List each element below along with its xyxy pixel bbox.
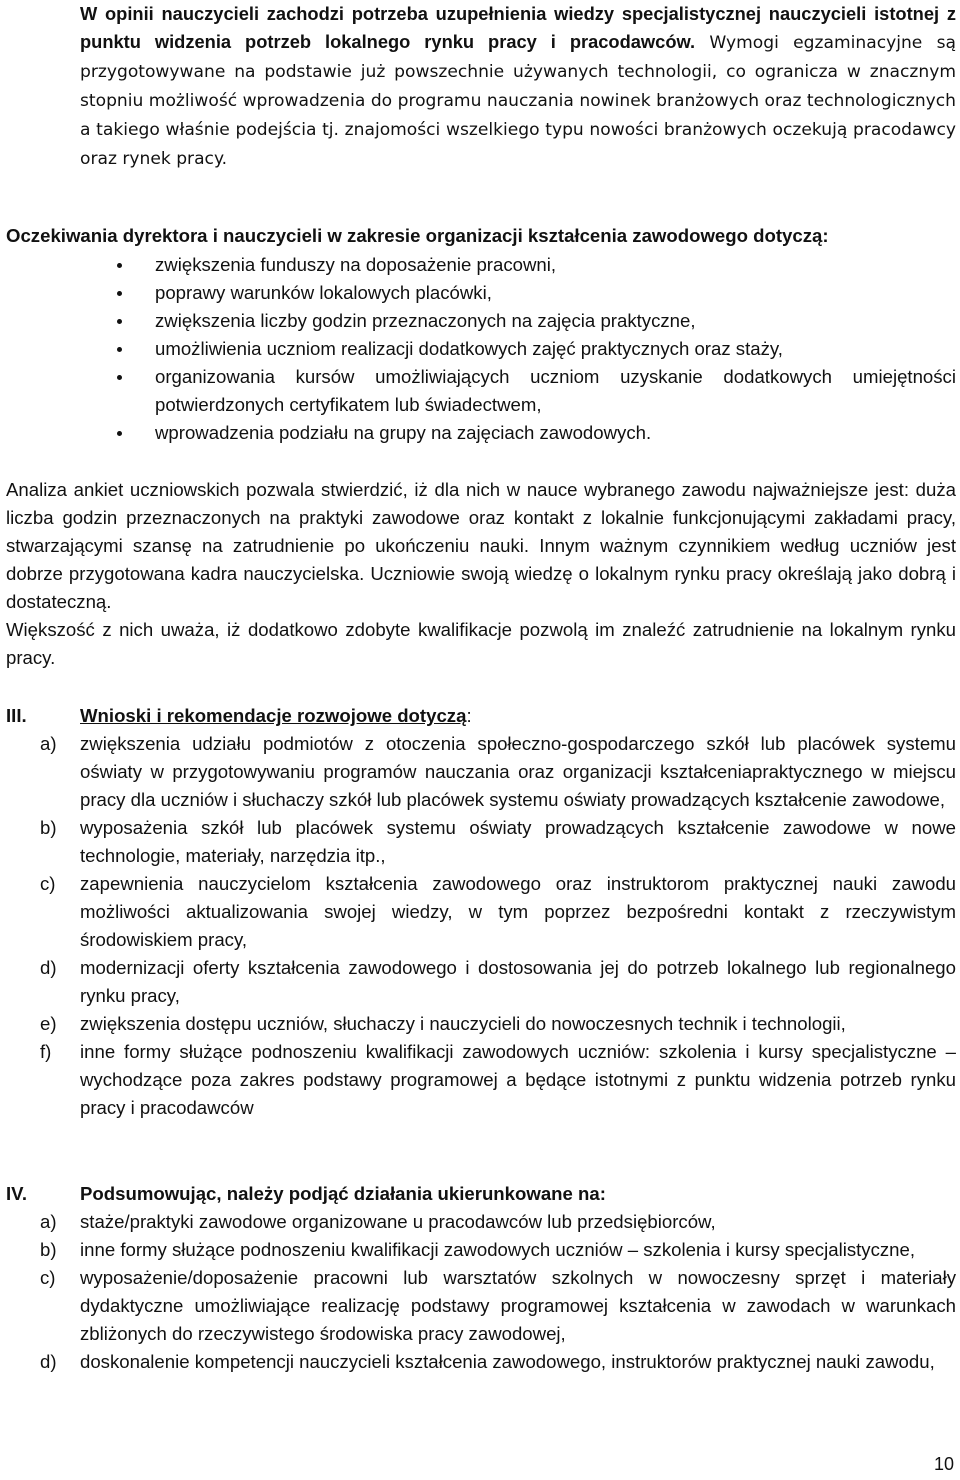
bullet-icon	[117, 431, 122, 436]
summary-list	[0, 1208, 956, 1376]
intro-bold-text: W opinii nauczycieli zachodzi potrzeba uzupełnienia wiedzy specjalistycznej nauczycieli istotnej z punktu widzenia potrzeb lokalnego rynku pracy i pracodawców.	[80, 3, 956, 52]
section-recommendations	[0, 702, 956, 1122]
section-summary	[0, 1180, 956, 1376]
list-item	[0, 730, 956, 814]
list-letter: b)	[40, 817, 57, 838]
list-item	[0, 1264, 956, 1348]
expectations-list	[0, 251, 956, 447]
list-item	[0, 363, 956, 419]
list-item	[0, 814, 956, 870]
list-item	[0, 870, 956, 954]
list-item-text: zwiększenia funduszy na doposażenie pracowni,	[155, 254, 557, 275]
list-item-text: organizowania kursów umożliwiających uczniom uzyskanie dodatkowych umiejętności potwierdzonych certyfikatem lub świadectwem,	[155, 366, 956, 415]
list-item	[0, 419, 956, 447]
bullet-icon	[117, 291, 122, 296]
list-letter: d)	[40, 1351, 57, 1372]
list-letter: d)	[40, 957, 57, 978]
list-item	[0, 307, 956, 335]
list-item-text: zwiększenia dostępu uczniów, słuchaczy i nauczycieli do nowoczesnych technik i technologii,	[80, 1013, 846, 1034]
list-item-text: staże/praktyki zawodowe organizowane u pracodawców lub przedsiębiorców,	[80, 1211, 716, 1232]
list-item-text: zwiększenia liczby godzin przeznaczonych na zajęcia praktyczne,	[155, 310, 696, 331]
list-item-text: zapewnienia nauczycielom kształcenia zawodowego oraz instruktorom praktycznej nauki zawodu możliwości aktualizowania swojej wiedzy, w tym poprzez bezpośredni kontakt z rzeczywistym środowiskiem pracy,	[80, 873, 956, 950]
list-letter: c)	[40, 1267, 56, 1288]
section-heading	[0, 1180, 956, 1208]
bullet-icon	[117, 319, 122, 324]
list-item-text: modernizacji oferty kształcenia zawodowego i dostosowania jej do potrzeb lokalnego lub regionalnego rynku pracy,	[80, 957, 956, 1006]
student-analysis	[6, 476, 956, 672]
analysis-paragraph: Analiza ankiet uczniowskich pozwala stwierdzić, iż dla nich w nauce wybranego zawodu najważniejsze jest: duża liczba godzin przeznaczonych na praktyki zawodowe oraz kontakt z lokalnie funkcjonującymi zakładami pracy, stwarzającymi szansę na zatrudnienie po ukończeniu nauki. Innym ważnym czynnikiem według uczniów jest dobrze przygotowana kadra nauczycielska. Uczniowie swoją wiedzę o lokalnym rynku pracy określają jako dobrą i dostateczną.	[6, 479, 956, 612]
list-item-text: wyposażenie/doposażenie pracowni lub warsztatów szkolnych w nowoczesny sprzęt i materiały dydaktyczne umożliwiające realizację podstawy programowej kształcenia w zawodach w warunkach zbliżonych do rzeczywistego środowiska pracy zawodowej,	[80, 1267, 956, 1344]
list-letter: a)	[40, 733, 57, 754]
list-item-text: inne formy służące podnoszeniu kwalifikacji zawodowych uczniów – szkolenia i kursy specjalistyczne,	[80, 1239, 916, 1260]
section-number: IV.	[6, 1183, 28, 1204]
section-title: Wnioski i rekomendacje rozwojowe dotyczą:	[80, 705, 472, 726]
list-item	[0, 1348, 956, 1376]
list-letter: e)	[40, 1013, 57, 1034]
list-item-text: inne formy służące podnoszeniu kwalifikacji zawodowych uczniów: szkolenia i kursy specjalistyczne – wychodzące poza zakres podstawy programowej a będące istotnymi z punktu widzenia potrzeb rynku pracy i pracodawców	[80, 1041, 956, 1118]
analysis-paragraph: Większość z nich uważa, iż dodatkowo zdobyte kwalifikacje pozwolą im znaleźć zatrudnienie na lokalnym rynku pracy.	[6, 619, 956, 668]
list-item-text: wprowadzenia podziału na grupy na zajęciach zawodowych.	[155, 422, 652, 443]
recommendations-list	[0, 730, 956, 1122]
list-item	[0, 1010, 956, 1038]
bullet-icon	[117, 263, 122, 268]
list-item	[0, 251, 956, 279]
bullet-icon	[117, 347, 122, 352]
list-letter: f)	[40, 1041, 52, 1062]
intro-paragraph	[80, 0, 956, 173]
section-title: Podsumowując, należy podjąć działania ukierunkowane na:	[80, 1183, 606, 1204]
list-item-text: umożliwienia uczniom realizacji dodatkowych zajęć praktycznych oraz staży,	[155, 338, 783, 359]
section-heading	[0, 702, 956, 730]
list-item	[0, 1038, 956, 1122]
list-item	[0, 1208, 956, 1236]
list-letter: a)	[40, 1211, 57, 1232]
list-item-text: poprawy warunków lokalowych placówki,	[155, 282, 492, 303]
list-item	[0, 954, 956, 1010]
list-item	[0, 335, 956, 363]
list-item-text: wyposażenia szkół lub placówek systemu oświaty prowadzących kształcenie zawodowe w nowe technologie, materiały, narzędzia itp.,	[80, 817, 956, 866]
list-item-text: zwiększenia udziału podmiotów z otoczenia społeczno-gospodarczego szkół lub placówek systemu oświaty w przygotowywaniu programów nauczania oraz organizacji kształceniapraktycznego w miejscu pracy dla uczniów i słuchaczy szkół lub placówek systemu oświaty prowadzących kształcenie zawodowe,	[80, 733, 956, 810]
list-item-text: doskonalenie kompetencji nauczycieli kształcenia zawodowego, instruktorów praktycznej nauki zawodu,	[80, 1351, 935, 1372]
section-number: III.	[6, 705, 27, 726]
list-item	[0, 279, 956, 307]
list-letter: c)	[40, 873, 56, 894]
list-item	[0, 1236, 956, 1264]
expectations-heading: Oczekiwania dyrektora i nauczycieli w zakresie organizacji kształcenia zawodowego dotyczą:	[6, 225, 829, 246]
page-number: 10	[933, 1454, 954, 1474]
bullet-icon	[117, 375, 122, 380]
intro-rest-text: Wymogi egzaminacyjne są przygotowywane na podstawie już powszechnie używanych technologii, co ogranicza w znacznym stopniu możliwość wprowadzenia do programu nauczania nowinek branżowych oraz technologicznych a takiego właśnie podejścia tj. znajomości wszelkiego typu nowości branżowych oczekują pracodawcy oraz rynek pracy.	[80, 33, 956, 169]
list-letter: b)	[40, 1239, 57, 1260]
